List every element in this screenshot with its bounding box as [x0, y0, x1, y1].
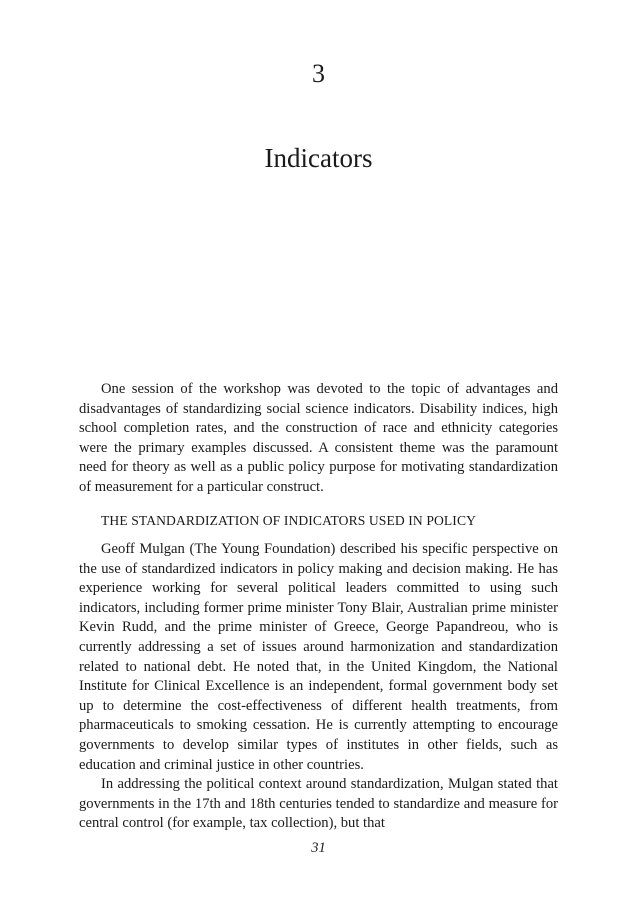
section-paragraph-1: Geoff Mulgan (The Young Foundation) described his specific perspective on the use of standardized indicators in policy making and decision making. He has experience working for several political leaders committed to using such indicators, including former prime minister Tony Blair, Australian prime minister Kevin Rudd, and the prime minister of Greece, George Papandreou, who is currently addressing a set of issues around harmonization and standardization related to national debt. He noted that, in the United Kingdom, the National Institute for Clinical Excellence is an independent, formal government body set up to determine the cost-effectiveness of different health treatments, from pharmaceuticals to smoking cessation. He is currently attempting to encourage governments to develop similar types of institutes in other fields, such as education and criminal justice in other countries.	[79, 541, 558, 773]
intro-block	[79, 380, 558, 498]
section-body	[79, 540, 558, 834]
chapter-number: 3	[312, 59, 325, 88]
chapter-title: Indicators	[264, 143, 373, 173]
page-number: 31	[311, 840, 326, 856]
intro-paragraph: One session of the workshop was devoted to the topic of advantages and disadvantages of standardizing social science indicators. Disability indices, high school completion rates, and the construction of race and ethnicity categories were the primary examples discussed. A consistent theme was the paramount need for theory as well as a public policy purpose for motivating standardization of measurement for a particular construct.	[79, 381, 558, 495]
section-paragraph-2: In addressing the political context around standardization, Mulgan stated that governments in the 17th and 18th centuries tended to standardize and measure for central control (for example, tax collection), but that	[79, 776, 558, 832]
section-heading: THE STANDARDIZATION OF INDICATORS USED IN POLICY	[101, 513, 477, 528]
